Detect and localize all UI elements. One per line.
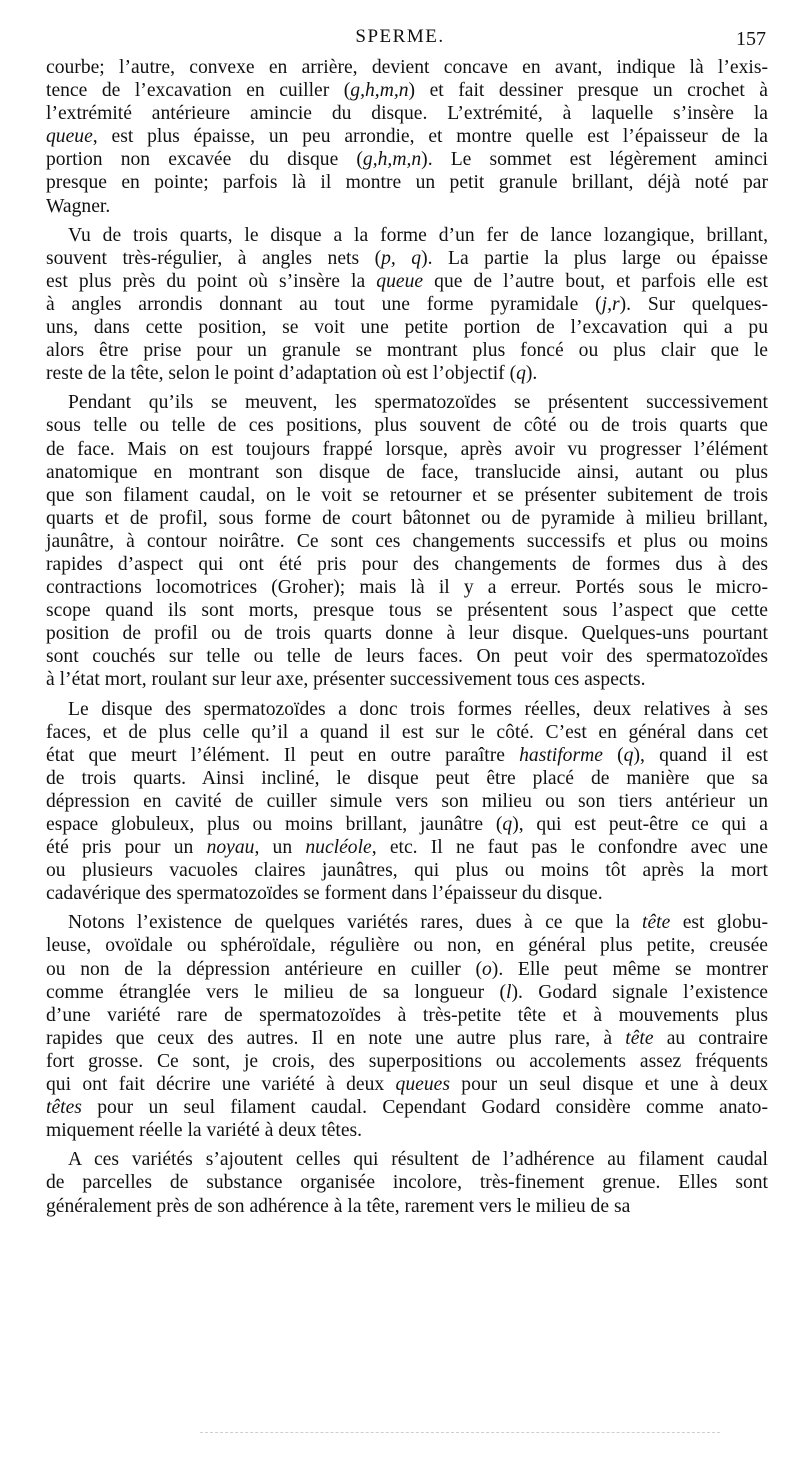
text-line (46, 316, 768, 339)
text-run: anatomique en montrant son disque de face, translucide ainsi, autant ou plus (46, 461, 768, 483)
text-run: presque en pointe; parfois là il montre un petit granule brillant, déjà noté par (46, 172, 768, 194)
text-run: ), qui est peut-être ce qui a (512, 814, 768, 835)
text-line (46, 391, 768, 414)
text-line (46, 622, 768, 645)
text-line (46, 148, 768, 171)
text-line (46, 1096, 768, 1119)
text-run: position de profil ou de trois quarts donne à leur disque. Quelques-uns pourtant (46, 623, 768, 645)
italic-text: q (623, 744, 634, 766)
text-run: que de l’autre bout, et parfois elle est (423, 270, 768, 292)
text-run: qui ont fait décrire une variété à deux (46, 1074, 396, 1096)
italic-text: p, q (381, 247, 422, 269)
text-run: ). Sur quelques- (619, 293, 768, 315)
text-run: ). Godard signale l’existence (511, 981, 768, 1003)
text-line (46, 859, 768, 882)
text-run: rapides que ceux des autres. Il en note une autre plus rare, à (46, 1027, 626, 1049)
text-run: est plus près du point où s’insère la (46, 270, 377, 292)
footer-print-artifact (200, 1432, 720, 1433)
paragraph (46, 698, 768, 906)
text-line (46, 553, 768, 576)
italic-text: q (502, 814, 513, 835)
paragraph (46, 224, 768, 386)
text-line (46, 293, 768, 316)
text-run: rapides d’aspect qui ont été pris pour des changements de formes dus à des (46, 553, 768, 575)
text-run: pour un seul filament caudal. Cependant Godard considère comme anato- (81, 1097, 768, 1119)
text-run: d’une variété rare de spermatozoïdes à très-petite tête et à mouvements plus (46, 1004, 768, 1026)
text-line (46, 958, 768, 981)
italic-text: tête (642, 912, 671, 934)
text-run: au contraire (653, 1027, 768, 1049)
text-line (46, 790, 768, 813)
text-line (46, 1195, 768, 1218)
text-run: de face. Mais on est toujours frappé lorsque, après avoir vu progresser l’élément (46, 438, 768, 460)
text-line (46, 599, 768, 622)
paragraph (46, 1148, 768, 1217)
running-title: SPERME. (355, 26, 445, 47)
italic-text: g,h,m,n (350, 80, 409, 102)
text-line (46, 438, 768, 461)
text-line (46, 362, 768, 385)
running-head (0, 26, 800, 50)
italic-text: noyau (206, 837, 255, 859)
text-line (46, 339, 768, 362)
text-run: , un (254, 837, 306, 859)
text-run: à l’état mort, roulant sur leur axe, présenter successivement tous ces aspects. (46, 669, 646, 691)
text-run: Wagner. (46, 195, 111, 217)
text-line (46, 171, 768, 194)
text-run: ( (602, 744, 624, 766)
italic-text: nucléole (305, 837, 372, 859)
text-run: état que meurt l’élément. Il peut en outre paraître (46, 744, 520, 766)
text-run: généralement près de son adhérence à la tête, rarement vers le milieu de sa (46, 1195, 631, 1217)
text-line (46, 882, 768, 905)
italic-text: hastiforme (519, 744, 603, 766)
text-line (46, 981, 768, 1004)
text-run: ), quand il est (633, 744, 768, 766)
text-run: leuse, ovoïdale ou sphéroïdale, régulière ou non, en général plus petite, creusée (46, 935, 768, 957)
text-line (46, 224, 768, 247)
text-run: que son filament caudal, on le voit se retourner et se présenter subitement de trois (46, 484, 768, 506)
text-run: pour un seul disque et une à deux (449, 1074, 768, 1096)
text-run: ). (525, 363, 538, 385)
italic-text: queues (395, 1074, 450, 1096)
text-line (46, 507, 768, 530)
page-number: 157 (736, 28, 766, 50)
text-run: été pris pour un (46, 837, 207, 859)
text-run: de trois quarts. Ainsi incliné, le disque peut être placé de manière que sa (46, 767, 768, 789)
text-line (46, 668, 768, 691)
text-line (46, 911, 768, 934)
text-run: alors être prise pour un granule se montrant plus foncé ou plus clair que le (46, 340, 768, 362)
text-run: ). La partie la plus large ou épaisse (421, 247, 769, 269)
italic-text: têtes (46, 1097, 82, 1119)
text-line (46, 1148, 768, 1171)
text-line (46, 934, 768, 957)
text-run: Le disque des spermatozoïdes a donc trois formes réelles, deux relatives à ses (68, 698, 768, 720)
text-line (46, 1171, 768, 1194)
text-run: ) et fait dessiner presque un crochet à (408, 80, 768, 102)
text-line (46, 461, 768, 484)
text-line (46, 767, 768, 790)
text-run: sous telle ou telle de ces positions, plus souvent de côté ou de trois quarts que (46, 415, 768, 437)
text-line (46, 270, 768, 293)
text-line (46, 484, 768, 507)
italic-text: queue (376, 270, 424, 292)
italic-text: j,r (601, 293, 620, 315)
text-line (46, 576, 768, 599)
italic-text: o (482, 958, 492, 980)
text-run: fort grosse. Ce sont, je crois, des superpositions ou accolements assez fréquents (46, 1050, 768, 1072)
text-run: de parcelles de substance organisée incolore, très-finement grenue. Elles sont (46, 1172, 768, 1194)
text-line (46, 195, 768, 218)
italic-text: tête (625, 1027, 654, 1049)
text-run: reste de la tête, selon le point d’adaptation où est l’objectif ( (46, 363, 517, 385)
text-line (46, 698, 768, 721)
paragraph (46, 56, 768, 218)
text-run: quarts et de profil, sous forme de court bâtonnet ou de pyramide à milieu brillant, (46, 507, 768, 529)
text-run: uns, dans cette position, se voit une petite portion de l’excavation qui a pu (46, 317, 768, 339)
text-run: est globu- (670, 912, 768, 934)
text-line (46, 1050, 768, 1073)
text-run: tence de l’excavation en cuiller ( (46, 80, 351, 102)
text-line (46, 836, 768, 859)
text-run: contractions locomotrices (Groher); mais là il y a erreur. Portés sous le micro- (46, 577, 768, 599)
body-text (46, 56, 768, 1218)
text-line (46, 1004, 768, 1027)
text-run: ). Le sommet est légèrement aminci (421, 149, 768, 171)
text-line (46, 125, 768, 148)
text-line (46, 414, 768, 437)
text-line (46, 744, 768, 767)
text-run: Vu de trois quarts, le disque a la forme d’un fer de lance lozangique, brillant, (68, 224, 768, 246)
text-run: , etc. Il ne faut pas le confondre avec une (371, 837, 768, 859)
text-run: miquement réelle la variété à deux têtes. (46, 1120, 363, 1142)
text-run: à angles arrondis donnant au tout une forme pyramidale ( (46, 293, 602, 315)
italic-text: g,h,m,n (362, 149, 422, 171)
text-run: scope quand ils sont morts, presque tous se présentent sous l’aspect que cette (46, 600, 768, 622)
text-run: ou non de la dépression antérieure en cuiller ( (46, 958, 482, 980)
italic-text: l (505, 981, 512, 1003)
text-line (46, 1027, 768, 1050)
text-line (46, 530, 768, 553)
text-run: comme étranglée vers le milieu de sa longueur ( (46, 981, 506, 1003)
text-line (46, 721, 768, 744)
text-line (46, 1073, 768, 1096)
text-run: jaunâtre, à contour noirâtre. Ce sont ces changements successifs et plus ou moins (46, 530, 768, 552)
text-line (46, 813, 768, 836)
text-run: , est plus épaisse, un peu arrondie, et montre quelle est l’épaisseur de la (92, 126, 768, 148)
text-line (46, 1119, 768, 1142)
text-run: A ces variétés s’ajoutent celles qui résultent de l’adhérence au filament caudal (68, 1149, 768, 1171)
italic-text: queue (46, 126, 93, 148)
text-line (46, 79, 768, 102)
text-run: souvent très-régulier, à angles nets ( (46, 247, 382, 269)
text-run: portion non excavée du disque ( (46, 149, 363, 171)
text-line (46, 247, 768, 270)
text-run: courbe; l’autre, convexe en arrière, devient concave en avant, indique là l’exis- (46, 57, 768, 78)
italic-text: q (516, 363, 526, 385)
text-run: ). Elle peut même se montrer (491, 958, 768, 980)
paragraph (46, 911, 768, 1142)
text-run: sont couchés sur telle ou telle de leurs faces. On peut voir des spermatozoïdes (46, 646, 768, 668)
text-run: ou plusieurs vacuoles claires jaunâtres, qui plus ou moins tôt après la mort (46, 860, 768, 882)
text-line (46, 645, 768, 668)
text-line (46, 56, 768, 79)
text-run: cadavérique des spermatozoïdes se forment dans l’épaisseur du disque. (46, 883, 603, 905)
text-line (46, 102, 768, 125)
text-run: dépression en cavité de cuiller simule vers son milieu ou son tiers antérieur un (46, 790, 768, 812)
paragraph (46, 391, 768, 691)
text-run: l’extrémité antérieure amincie du disque. L’extrémité, à laquelle s’insère la (46, 103, 768, 125)
text-run: espace globuleux, plus ou moins brillant, jaunâtre ( (46, 814, 503, 835)
text-run: Pendant qu’ils se meuvent, les spermatozoïdes se présentent successivement (68, 392, 768, 414)
text-run: Notons l’existence de quelques variétés rares, dues à ce que la (68, 912, 643, 934)
text-run: faces, et de plus celle qu’il a quand il est sur le côté. C’est en général dans cet (46, 721, 768, 743)
